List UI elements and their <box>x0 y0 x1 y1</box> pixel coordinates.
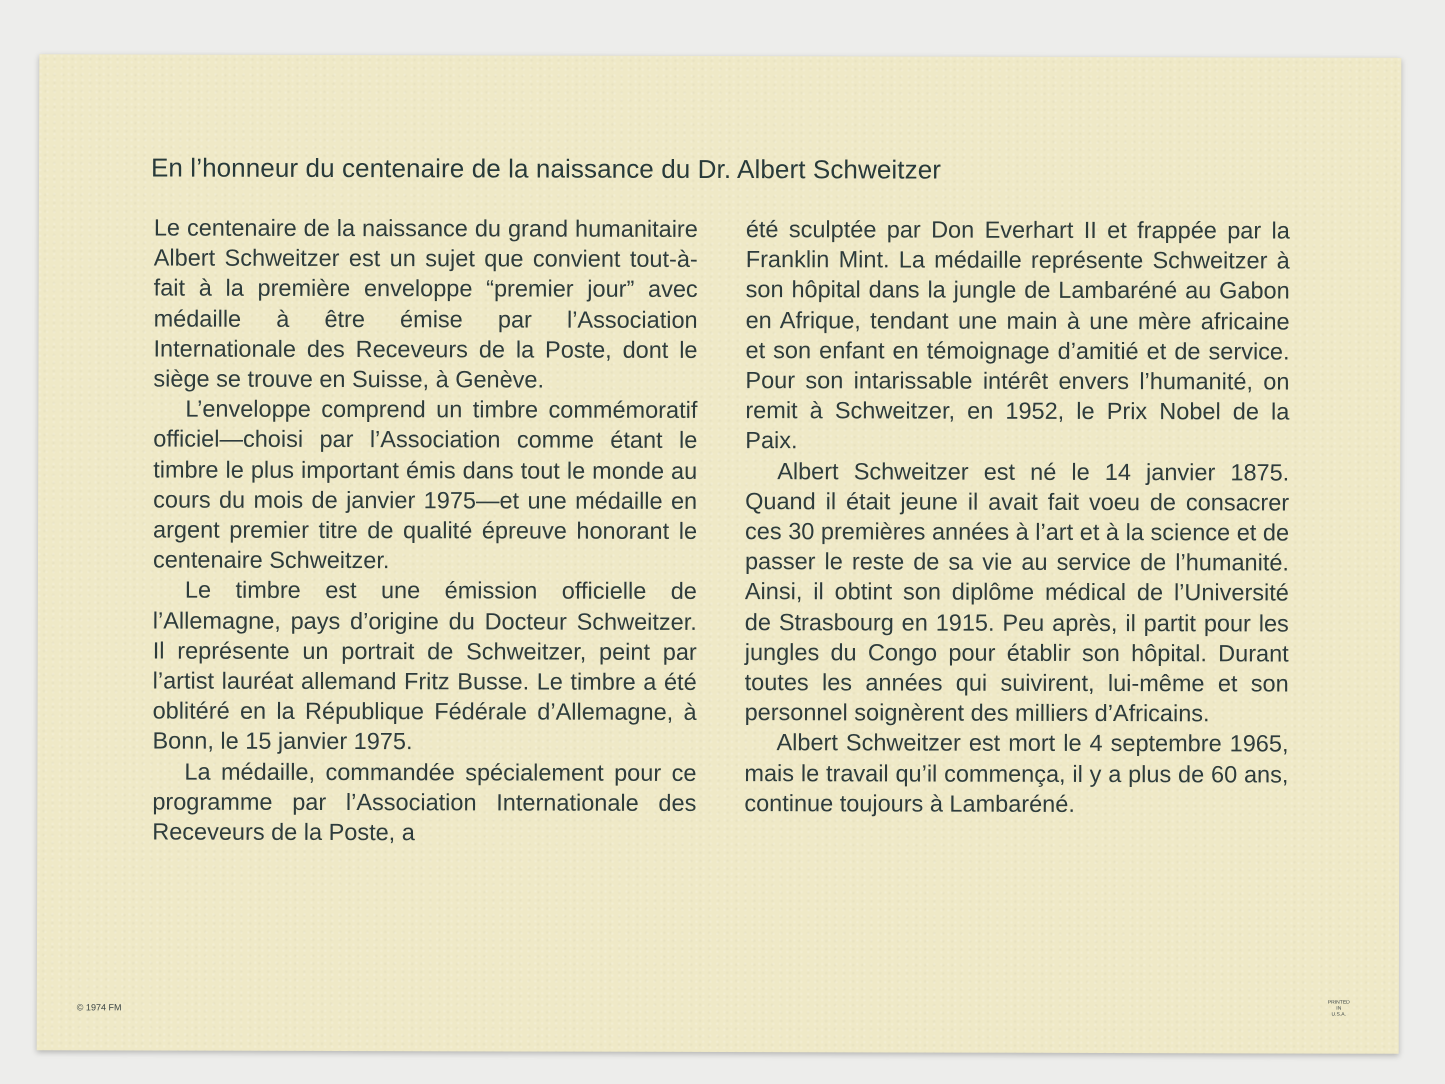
card <box>37 54 1402 1054</box>
document-title: En l’honneur du centenaire de la naissance du Dr. Albert Schweitzer <box>150 152 942 185</box>
printed-in-usa-mark <box>1319 1000 1359 1018</box>
printed-line: IN <box>1336 1005 1342 1012</box>
paragraph: Le centenaire de la naissance du grand humanitaire Albert Schweitzer est un sujet que convient tout-à-fait à la première enveloppe “premier jour” avec médaille à être émise par l’Association Internationale des Receveurs de la Poste, dont le siège se trouve en Suisse, à Genève. <box>153 214 698 393</box>
right-column <box>744 214 1290 819</box>
left-column <box>152 213 698 849</box>
paragraph: Albert Schweitzer est mort le 4 septembre 1965, mais le travail qu’il commença, il y a plus de 60 ans, continue toujours à Lambaréné. <box>744 729 1289 817</box>
paragraph: été sculptée par Don Everhart II et frappée par la Franklin Mint. La médaille représente Schweitzer à son hôpital dans la jungle de Lambaréné au Gabon en Afrique, tendant une main à une mère africaine et son enfant en témoignage d’amitié et de service. Pour son intarissable intérêt envers l’humanité, on remit à Schweitzer, en 1952, le Prix Nobel de la Paix. <box>745 216 1290 454</box>
printed-line: U.S.A. <box>1331 1011 1347 1018</box>
copyright-notice: © 1974 FM <box>76 1002 122 1013</box>
paragraph: Albert Schweitzer est né le 14 janvier 1875. Quand il était jeune il avait fait voeu de consacrer ces 30 premières années à l’art et à la science et de passer le reste de sa vie au service de l’humanité. Ainsi, il obtint son diplôme médical de l’Université de Strasbourg en 1915. Peu après, il partit pour les jungles du Congo pour établir son hôpital. Durant toutes les années qui suivirent, lui-même et son personnel soignèrent des milliers d’Africains. <box>744 457 1290 727</box>
printed-line: PRINTED <box>1327 999 1350 1006</box>
paragraph: Le timbre est une émission officielle de l’Allemagne, pays d’origine du Docteur Schweitzer. Il représente un portrait de Schweitzer, peint par l’artist lauréat allemand Fritz Busse. Le timbre a été oblitéré en la République Fédérale d’Allemagne, à Bonn, le 15 janvier 1975. <box>152 577 697 755</box>
paragraph: La médaille, commandée spécialement pour ce programme par l’Association Internationale des Receveurs de la Poste, a <box>152 758 697 846</box>
paragraph: L’enveloppe comprend un timbre commémoratif officiel—choisi par l’Association comme étant le timbre le plus important émis dans tout le monde au cours du mois de janvier 1975—et une médaille en argent premier titre de qualité épreuve honorant le centenaire Schweitzer. <box>152 395 698 574</box>
